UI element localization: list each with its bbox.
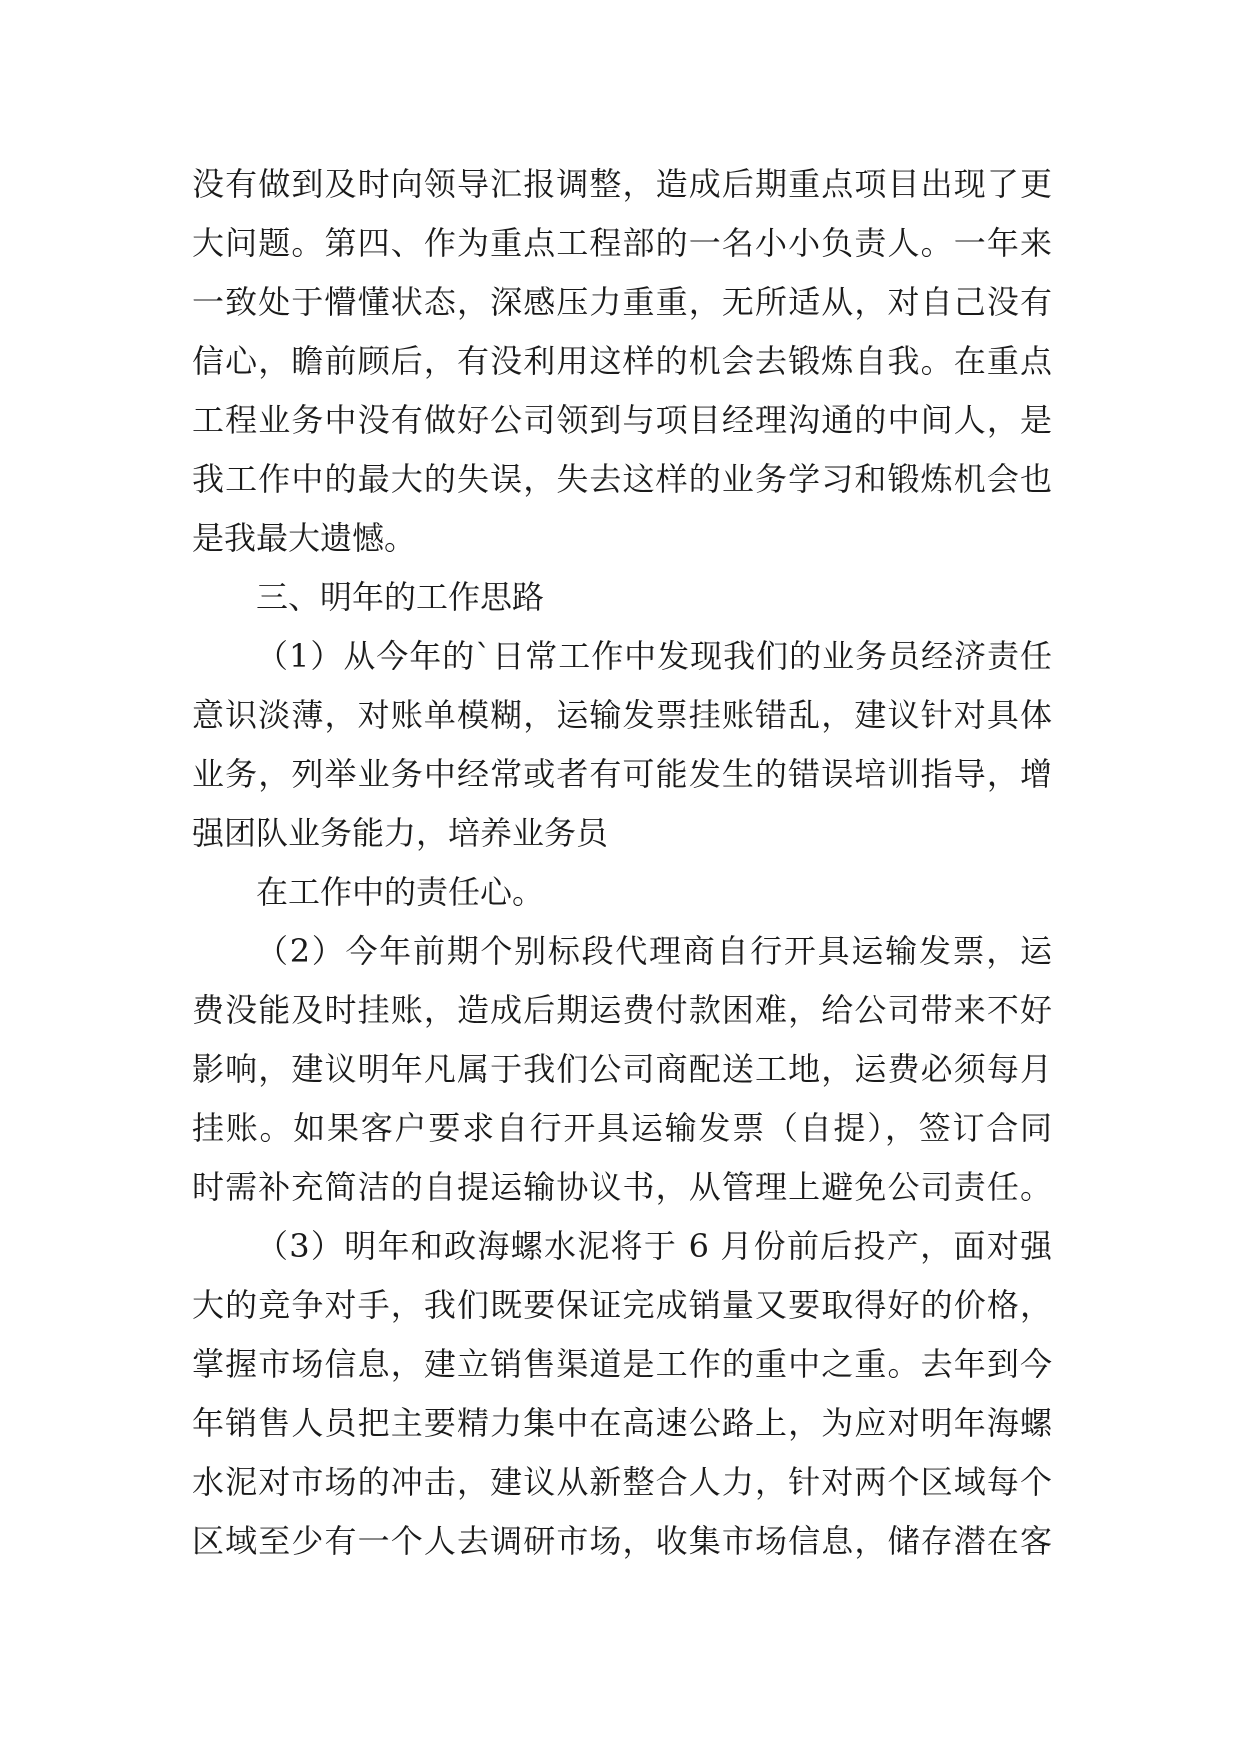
document-body — [192, 155, 1052, 1571]
paragraph-line: 强团队业务能力，培养业务员 — [192, 814, 609, 852]
section-heading: 三、明年的工作思路 — [256, 578, 545, 616]
paragraph-line: 区域至少有一个人去调研市场，收集市场信息，储存潜在客 — [192, 1522, 1052, 1560]
paragraph-line: 信心，瞻前顾后，有没利用这样的机会去锻炼自我。在重点 — [192, 342, 1052, 380]
paragraph-line: （1）从今年的`日常工作中发现我们的业务员经济责任 — [256, 637, 1052, 675]
paragraph-line: 时需补充简洁的自提运输协议书，从管理上避免公司责任。 — [192, 1168, 1052, 1206]
paragraph-line: 在工作中的责任心。 — [256, 873, 545, 911]
paragraph-line: 是我最大遗憾。 — [192, 519, 417, 557]
paragraph-line: 意识淡薄，对账单模糊，运输发票挂账错乱，建议针对具体 — [192, 696, 1052, 734]
paragraph-line: （3）明年和政海螺水泥将于 6 月份前后投产，面对强 — [256, 1227, 1052, 1265]
paragraph-line: 业务，列举业务中经常或者有可能发生的错误培训指导，增 — [192, 755, 1052, 793]
paragraph-line: （2）今年前期个别标段代理商自行开具运输发票，运 — [256, 932, 1052, 970]
paragraph-line: 大问题。第四、作为重点工程部的一名小小负责人。一年来 — [192, 224, 1052, 262]
paragraph-line: 工程业务中没有做好公司领到与项目经理沟通的中间人，是 — [192, 401, 1052, 439]
paragraph-line: 一致处于懵懂状态，深感压力重重，无所适从，对自己没有 — [192, 283, 1052, 321]
paragraph-line: 水泥对市场的冲击，建议从新整合人力，针对两个区域每个 — [192, 1463, 1052, 1501]
paragraph-line: 没有做到及时向领导汇报调整，造成后期重点项目出现了更 — [192, 165, 1052, 203]
paragraph-line: 费没能及时挂账，造成后期运费付款困难，给公司带来不好 — [192, 991, 1052, 1029]
paragraph-line: 挂账。如果客户要求自行开具运输发票（自提），签订合同 — [192, 1109, 1052, 1147]
paragraph-line: 年销售人员把主要精力集中在高速公路上，为应对明年海螺 — [192, 1404, 1052, 1442]
paragraph-line: 影响，建议明年凡属于我们公司商配送工地，运费必须每月 — [192, 1050, 1052, 1088]
paragraph-line: 大的竞争对手，我们既要保证完成销量又要取得好的价格， — [192, 1286, 1052, 1324]
paragraph-line: 掌握市场信息，建立销售渠道是工作的重中之重。去年到今 — [192, 1345, 1052, 1383]
paragraph-line: 我工作中的最大的失误，失去这样的业务学习和锻炼机会也 — [192, 460, 1052, 498]
